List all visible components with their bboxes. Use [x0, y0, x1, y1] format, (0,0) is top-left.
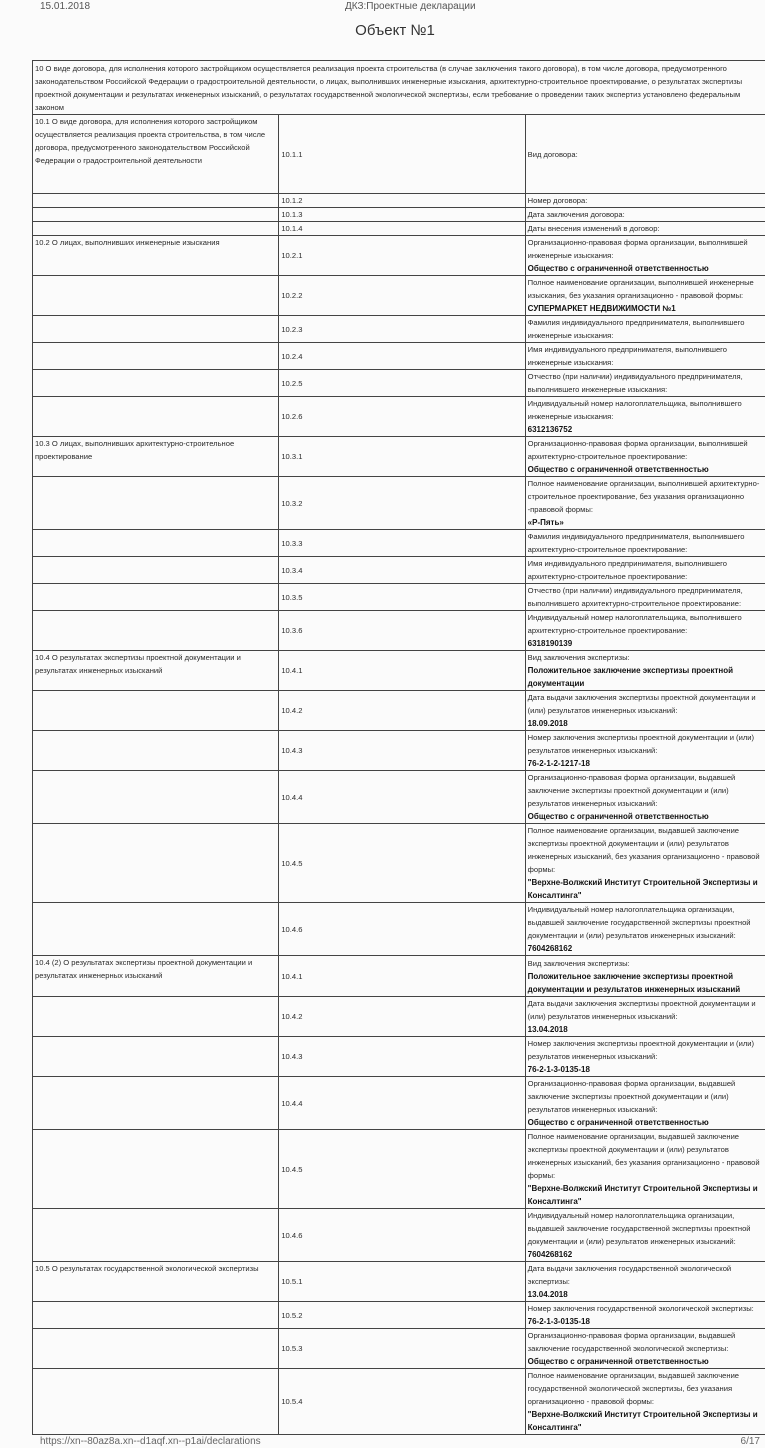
- item-label: Полное наименование организации, выдавшей заключение экспертизы проектной документации и (или) результатов инженерных изысканий, без указания организационно - правовой формы:: [528, 1130, 765, 1182]
- item-content: [525, 222, 765, 236]
- item-code: 10.2.2: [279, 276, 525, 316]
- item-content: [525, 276, 765, 316]
- item-label: Вид заключения экспертизы:: [528, 957, 765, 970]
- print-date: 15.01.2018: [40, 1, 90, 13]
- table-row: [33, 236, 765, 276]
- section-title: [33, 1130, 279, 1209]
- item-value: Общество с ограниченной ответственностью: [528, 1116, 765, 1129]
- item-label: Дата выдачи заключения экспертизы проектной документации и (или) результатов инженерных изысканий:: [528, 691, 765, 717]
- item-code: 10.5.4: [279, 1369, 525, 1435]
- table-row: [33, 584, 765, 611]
- item-content: [525, 1077, 765, 1130]
- item-label: Отчество (при наличии) индивидуального предпринимателя, выполнившего инженерные изыскания:: [528, 370, 765, 396]
- item-code: 10.4.3: [279, 1037, 525, 1077]
- item-content: [525, 1369, 765, 1435]
- item-label: Вид договора:: [528, 148, 765, 161]
- section-title: [33, 222, 279, 236]
- section-heading-row: [33, 61, 765, 115]
- section-title: 10.5 О результатах государственной экологической экспертизы: [33, 1262, 279, 1302]
- section-title: [33, 530, 279, 557]
- item-content: [525, 691, 765, 731]
- table-row: [33, 903, 765, 956]
- item-content: [525, 557, 765, 584]
- item-code: 10.3.6: [279, 611, 525, 651]
- section-title: [33, 397, 279, 437]
- section-title: [33, 691, 279, 731]
- item-code: 10.4.5: [279, 824, 525, 903]
- item-label: Индивидуальный номер налогоплательщика, выполнившего инженерные изыскания:: [528, 397, 765, 423]
- section-title: [33, 276, 279, 316]
- item-value: Положительное заключение экспертизы проектной документации и результатов инженерных изысканий: [528, 970, 765, 996]
- item-value: 7604268162: [528, 942, 765, 955]
- item-content: [525, 1037, 765, 1077]
- section-title: 10.4 (2) О результатах экспертизы проектной документации и результатах инженерных изысканий: [33, 956, 279, 997]
- table-row: [33, 771, 765, 824]
- item-content: [525, 903, 765, 956]
- item-content: [525, 771, 765, 824]
- item-content: [525, 236, 765, 276]
- item-content: [525, 115, 765, 194]
- item-label: Дата заключения договора:: [528, 208, 765, 221]
- item-label: Организационно-правовая форма организации, выдавшей заключение экспертизы проектной документации и (или) результатов инженерных изысканий:: [528, 1077, 765, 1116]
- item-code: 10.1.1: [279, 115, 525, 194]
- section-title: [33, 584, 279, 611]
- item-code: 10.2.3: [279, 316, 525, 343]
- item-content: [525, 997, 765, 1037]
- table-row: [33, 343, 765, 370]
- item-content: [525, 1262, 765, 1302]
- item-code: 10.1.2: [279, 194, 525, 208]
- item-code: 10.4.1: [279, 651, 525, 691]
- item-code: 10.4.2: [279, 997, 525, 1037]
- table-row: [33, 276, 765, 316]
- table-row: [33, 194, 765, 208]
- page-number: 6/17: [741, 1436, 760, 1448]
- item-label: Фамилия индивидуального предпринимателя, выполнившего архитектурно-строительное проектирование:: [528, 530, 765, 556]
- item-label: Номер договора:: [528, 194, 765, 207]
- item-value: "Верхне-Волжский Институт Строительной Экспертизы и Консалтинга": [528, 876, 765, 902]
- item-label: Номер заключения экспертизы проектной документации и (или) результатов инженерных изысканий:: [528, 731, 765, 757]
- item-value: СУПЕРМАРКЕТ НЕДВИЖИМОСТИ №1: [528, 302, 765, 315]
- section-title: [33, 611, 279, 651]
- item-label: Индивидуальный номер налогоплательщика организации, выдавшей заключение государственной экспертизы проектной документации и (или) результатов инженерных изысканий:: [528, 903, 765, 942]
- section-title: [33, 343, 279, 370]
- item-label: Организационно-правовая форма организации, выдавшей заключение экспертизы проектной документации и (или) результатов инженерных изысканий:: [528, 771, 765, 810]
- item-code: 10.5.1: [279, 1262, 525, 1302]
- item-label: Отчество (при наличии) индивидуального предпринимателя, выполнившего архитектурно-строительное проектирование:: [528, 584, 765, 610]
- table-row: [33, 316, 765, 343]
- item-value: Общество с ограниченной ответственностью: [528, 810, 765, 823]
- section-title: [33, 824, 279, 903]
- item-value: 7604268162: [528, 1248, 765, 1261]
- item-value: Общество с ограниченной ответственностью: [528, 262, 765, 275]
- table-row: [33, 997, 765, 1037]
- item-label: Полное наименование организации, выдавшей заключение экспертизы проектной документации и (или) результатов инженерных изысканий, без указания организационно - правовой формы:: [528, 824, 765, 876]
- item-label: Имя индивидуального предпринимателя, выполнившего инженерные изыскания:: [528, 343, 765, 369]
- section-title: [33, 557, 279, 584]
- item-value: "Верхне-Волжский Институт Строительной Экспертизы и Консалтинга": [528, 1182, 765, 1208]
- item-content: [525, 1130, 765, 1209]
- section-title: 10.3 О лицах, выполнивших архитектурно-строительное проектирование: [33, 437, 279, 477]
- item-value: 76-2-1-3-0135-18: [528, 1063, 765, 1076]
- table-row: [33, 1077, 765, 1130]
- table-row: [33, 115, 765, 194]
- page-content: [32, 60, 765, 1448]
- item-label: Организационно-правовая форма организации, выполнившей инженерные изыскания:: [528, 236, 765, 262]
- table-row: [33, 530, 765, 557]
- section-title: 10.4 О результатах экспертизы проектной документации и результатах инженерных изысканий: [33, 651, 279, 691]
- item-label: Дата выдачи заключения государственной экологической экспертизы:: [528, 1262, 765, 1288]
- item-content: [525, 584, 765, 611]
- section-title: [33, 316, 279, 343]
- item-content: [525, 651, 765, 691]
- item-code: 10.4.6: [279, 903, 525, 956]
- table-row: [33, 222, 765, 236]
- item-label: Вид заключения экспертизы:: [528, 651, 765, 664]
- item-code: 10.3.5: [279, 584, 525, 611]
- table-row: [33, 1037, 765, 1077]
- item-code: 10.5.2: [279, 1302, 525, 1329]
- declaration-table: [32, 60, 765, 1435]
- table-row: [33, 731, 765, 771]
- item-value: 76-2-1-3-0135-18: [528, 1315, 765, 1328]
- table-row: [33, 1130, 765, 1209]
- item-content: [525, 343, 765, 370]
- table-row: [33, 1262, 765, 1302]
- item-label: Полное наименование организации, выполнившей архитектурно-строительное проектирование, без указания организационно -правовой формы:: [528, 477, 765, 516]
- item-value: 6312136752: [528, 423, 765, 436]
- section-title: [33, 1329, 279, 1369]
- item-code: 10.4.4: [279, 1077, 525, 1130]
- item-code: 10.4.1: [279, 956, 525, 997]
- item-content: [525, 1209, 765, 1262]
- item-code: 10.4.6: [279, 1209, 525, 1262]
- item-content: [525, 477, 765, 530]
- item-value: 76-2-1-2-1217-18: [528, 757, 765, 770]
- section-title: [33, 771, 279, 824]
- item-label: Фамилия индивидуального предпринимателя, выполнившего инженерные изыскания:: [528, 316, 765, 342]
- section-title: [33, 731, 279, 771]
- table-row: [33, 397, 765, 437]
- item-label: Индивидуальный номер налогоплательщика, выполнившего архитектурно-строительное проектирование:: [528, 611, 765, 637]
- item-label: Имя индивидуального предпринимателя, выполнившего архитектурно-строительное проектирование:: [528, 557, 765, 583]
- item-content: [525, 611, 765, 651]
- item-content: [525, 1329, 765, 1369]
- item-content: [525, 208, 765, 222]
- item-code: 10.2.6: [279, 397, 525, 437]
- item-value: Общество с ограниченной ответственностью: [528, 1355, 765, 1368]
- item-label: Полное наименование организации, выполнившей инженерные изыскания, без указания организационно - правовой формы:: [528, 276, 765, 302]
- section-title: [33, 903, 279, 956]
- table-row: [33, 477, 765, 530]
- item-value: 13.04.2018: [528, 1288, 765, 1301]
- section-title: [33, 1037, 279, 1077]
- item-label: Номер заключения экспертизы проектной документации и (или) результатов инженерных изысканий:: [528, 1037, 765, 1063]
- table-row: [33, 824, 765, 903]
- item-code: 10.4.5: [279, 1130, 525, 1209]
- table-row: [33, 557, 765, 584]
- item-code: 10.4.2: [279, 691, 525, 731]
- item-content: [525, 956, 765, 997]
- table-row: [33, 1209, 765, 1262]
- section-title: [33, 477, 279, 530]
- item-content: [525, 316, 765, 343]
- item-label: Дата выдачи заключения экспертизы проектной документации и (или) результатов инженерных изысканий:: [528, 997, 765, 1023]
- item-code: 10.3.1: [279, 437, 525, 477]
- table-row: [33, 1302, 765, 1329]
- table-row: [33, 956, 765, 997]
- table-row: [33, 1329, 765, 1369]
- item-content: [525, 397, 765, 437]
- table-row: [33, 691, 765, 731]
- item-code: 10.1.3: [279, 208, 525, 222]
- section-title: [33, 1302, 279, 1329]
- section-title: [33, 208, 279, 222]
- item-code: 10.1.4: [279, 222, 525, 236]
- item-value: Общество с ограниченной ответственностью: [528, 463, 765, 476]
- item-value: 6318190139: [528, 637, 765, 650]
- item-label: Даты внесения изменений в договор:: [528, 222, 765, 235]
- item-value: 13.04.2018: [528, 1023, 765, 1036]
- page-footer: [32, 1436, 760, 1448]
- section-heading: 10 О виде договора, для исполнения которого застройщиком осуществляется реализация проекта строительства (в случае заключения такого договора), в том числе договора, предусмотренного законодательством Российской Федерации о градостроительной деятельности, о лицах, выполнивших инженерные изыскания, архитектурно-строительное проектирование, о результатах экспертизы проектной документации и результатах инженерных изысканий, о результатах государственной экологической экспертизы, если требование о проведении таких экспертиз установлено федеральным законом: [33, 61, 765, 115]
- section-title: 10.2 О лицах, выполнивших инженерные изыскания: [33, 236, 279, 276]
- item-code: 10.3.2: [279, 477, 525, 530]
- table-row: [33, 437, 765, 477]
- section-title: [33, 370, 279, 397]
- item-label: Полное наименование организации, выдавшей заключение государственной экологической экспертизы, без указания организационно - правовой формы:: [528, 1369, 765, 1408]
- item-code: 10.4.4: [279, 771, 525, 824]
- item-value: Положительное заключение экспертизы проектной документации: [528, 664, 765, 690]
- item-content: [525, 824, 765, 903]
- item-content: [525, 731, 765, 771]
- section-title: [33, 1077, 279, 1130]
- item-code: 10.4.3: [279, 731, 525, 771]
- item-label: Номер заключения государственной экологической экспертизы:: [528, 1302, 765, 1315]
- table-row: [33, 370, 765, 397]
- item-content: [525, 530, 765, 557]
- item-code: 10.2.5: [279, 370, 525, 397]
- table-row: [33, 1369, 765, 1435]
- section-title: [33, 1369, 279, 1435]
- table-row: [33, 651, 765, 691]
- item-code: 10.3.4: [279, 557, 525, 584]
- print-header-title: ДКЗ:Проектные декларации: [345, 1, 476, 13]
- item-code: 10.3.3: [279, 530, 525, 557]
- item-content: [525, 437, 765, 477]
- item-code: 10.5.3: [279, 1329, 525, 1369]
- item-code: 10.2.4: [279, 343, 525, 370]
- item-label: Организационно-правовая форма организации, выдавшей заключение государственной экологической экспертизы:: [528, 1329, 765, 1355]
- item-content: [525, 370, 765, 397]
- item-label: Организационно-правовая форма организации, выполнившей архитектурно-строительное проектирование:: [528, 437, 765, 463]
- section-title: [33, 1209, 279, 1262]
- section-title: 10.1 О виде договора, для исполнения которого застройщиком осуществляется реализация проекта строительства, в том числе договора, предусмотренного законодательством Российской Федерации о градостроительной деятельности: [33, 115, 279, 194]
- item-code: 10.2.1: [279, 236, 525, 276]
- item-content: [525, 194, 765, 208]
- item-label: Индивидуальный номер налогоплательщика организации, выдавшей заключение государственной экспертизы проектной документации и (или) результатов инженерных изысканий:: [528, 1209, 765, 1248]
- footer-url[interactable]: https://xn--80az8a.xn--d1aqf.xn--p1ai/declarations: [40, 1436, 261, 1448]
- item-value: "Верхне-Волжский Институт Строительной Экспертизы и Консалтинга": [528, 1408, 765, 1434]
- section-title: [33, 194, 279, 208]
- item-value: 18.09.2018: [528, 717, 765, 730]
- item-value: «Р-Пять»: [528, 516, 765, 529]
- section-title: [33, 997, 279, 1037]
- table-row: [33, 611, 765, 651]
- item-content: [525, 1302, 765, 1329]
- table-row: [33, 208, 765, 222]
- page-title: Объект №1: [0, 22, 765, 40]
